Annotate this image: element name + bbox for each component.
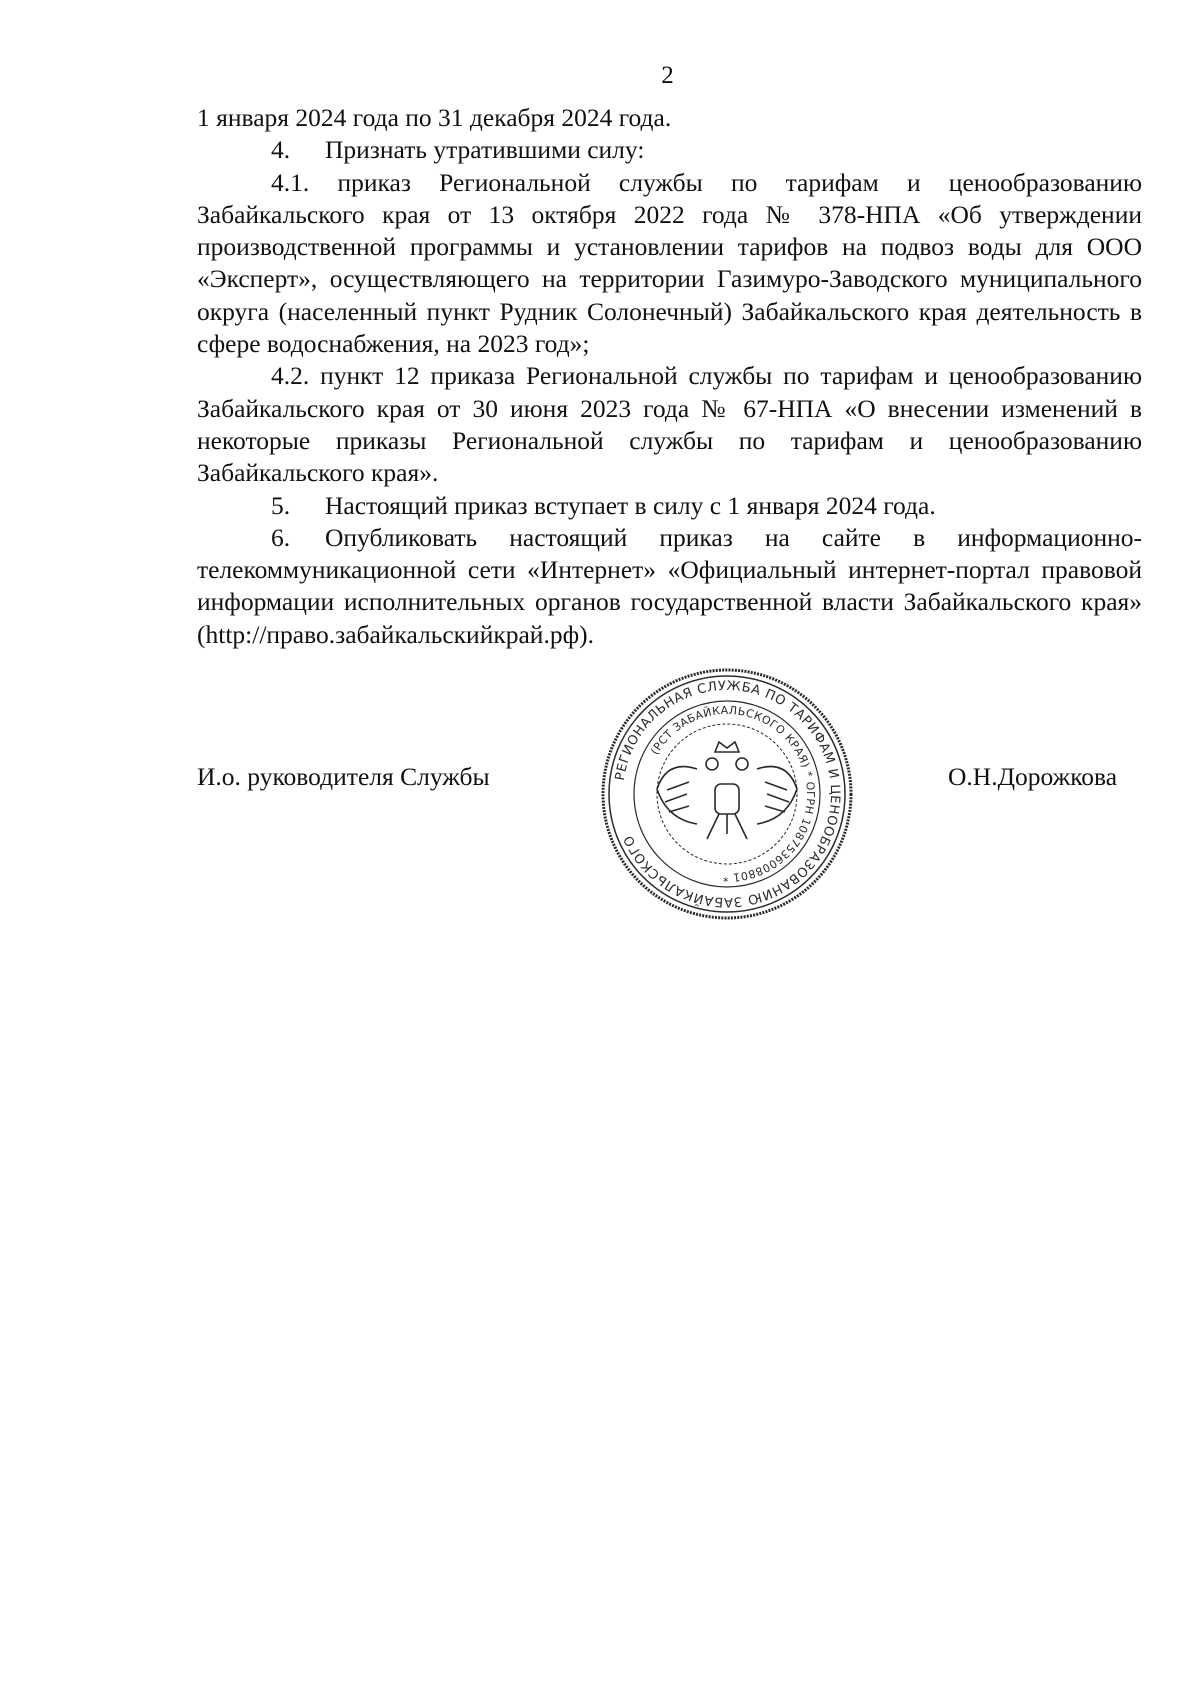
paragraph-4-2: 4.2. пункт 12 приказа Региональной службы по тарифам и ценообразованию Забайкальского края от 30 июня 2023 года № 67-НПА «О внесении изменений в некоторые приказы Региональной службы по тарифам и ценообразованию Забайкальского края». [197, 361, 1142, 488]
paragraph-6: 6. Опубликовать настоящий приказ на сайте в информационно-телекоммуникационной сети «Интернет» «Официальный интернет-портал правовой информации исполнительных органов государственной власти Забайкальского края» (http://право.забайкальскийкрай.рф). [197, 522, 1142, 649]
signatory-title: И.о. руководителя Службы [197, 762, 490, 791]
paragraph-number: 6. [271, 522, 291, 552]
paragraph-5: 5. Настоящий приказ вступает в силу с 1 января 2024 года. [197, 490, 1142, 522]
coat-of-arms-emblem [657, 742, 797, 839]
signatory-name: О.Н.Дорожкова [948, 762, 1118, 791]
page-number: 2 [661, 62, 674, 89]
seal-outer-text: РЕГИОНАЛЬНАЯ СЛУЖБА ПО ТАРИФАМ И ЦЕНООБРАЗОВАНИЮ ЗАБАЙКАЛЬСКОГО [612, 678, 843, 910]
document-body [197, 102, 1142, 651]
paragraph-number: 4.1. [271, 167, 310, 197]
paragraph-4-1: 4.1. приказ Региональной службы по тарифам и ценообразованию Забайкальского края от 13 октября 2022 года № 378-НПА «Об утверждении производственной программы и установлении тарифов на подвоз воды для ООО «Эксперт», осуществляющего на территории Газимуро-Заводского муниципального округа (населенный пункт Рудник Солонечный) Забайкальского края деятельность в сфере водоснабжения, на 2023 год»; [197, 167, 1142, 359]
seal-inner-text: (РСТ ЗАБАЙКАЛЬСКОГО КРАЯ) * ОГРН 1087536008801 * [648, 703, 818, 885]
paragraph-number: 4. [271, 135, 291, 165]
svg-text:(РСТ ЗАБАЙКАЛЬСКОГО КРАЯ) * ОГ [648, 704, 817, 884]
paragraph-number: 5. [271, 490, 291, 520]
paragraph-number: 4.2. [271, 361, 310, 391]
official-seal-stamp [597, 664, 857, 924]
paragraph-continuation: 1 января 2024 года по 31 декабря 2024 года. [197, 103, 672, 132]
paragraph-4: 4. Признать утратившими силу: [197, 134, 1142, 166]
